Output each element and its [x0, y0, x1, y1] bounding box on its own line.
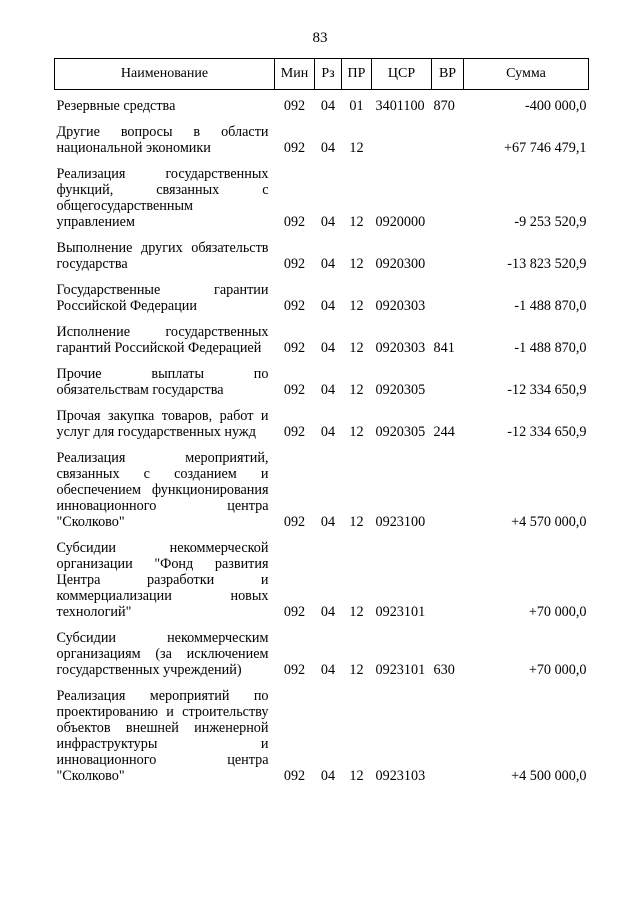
row-min: 092	[283, 662, 306, 678]
table-row	[55, 626, 589, 684]
row-min: 092	[283, 214, 306, 230]
header-min: Мин	[275, 59, 315, 90]
row-vr	[432, 162, 464, 236]
row-rz: 04	[320, 340, 336, 356]
table-row	[55, 278, 589, 320]
row-csr	[372, 120, 432, 162]
row-pr: 12	[349, 662, 364, 678]
table-row	[55, 120, 589, 162]
row-csr: 0920305	[375, 382, 426, 398]
row-csr: 0920303	[375, 340, 426, 356]
row-pr: 12	[349, 604, 364, 620]
row-sum: +70 000,0	[528, 662, 587, 678]
row-name: Исполнение государственных гарантий Российской Федерацией	[56, 324, 269, 356]
row-csr: 0923101	[375, 604, 426, 620]
row-pr: 12	[349, 382, 364, 398]
row-csr: 0920000	[375, 214, 426, 230]
row-rz: 04	[320, 98, 336, 114]
header-sum: Сумма	[464, 59, 589, 90]
row-name: Прочие выплаты по обязательствам государства	[56, 366, 269, 398]
row-rz: 04	[320, 424, 336, 440]
row-sum: +4 570 000,0	[511, 514, 587, 530]
row-min: 092	[283, 604, 306, 620]
page-number: 83	[312, 30, 328, 46]
row-name: Резервные средства	[56, 98, 176, 114]
row-vr: 630	[433, 662, 455, 678]
row-vr: 841	[433, 340, 455, 356]
row-rz: 04	[320, 382, 336, 398]
row-pr: 12	[349, 424, 364, 440]
budget-table	[54, 58, 589, 790]
table-row	[55, 362, 589, 404]
table-row	[55, 236, 589, 278]
row-pr: 12	[349, 768, 364, 784]
row-vr	[432, 446, 464, 536]
row-pr: 12	[349, 256, 364, 272]
row-pr: 12	[349, 140, 364, 156]
row-csr: 0923100	[375, 514, 426, 530]
row-rz: 04	[320, 298, 336, 314]
row-sum: -400 000,0	[525, 98, 587, 114]
table-row	[55, 90, 589, 121]
row-rz: 04	[320, 140, 336, 156]
table-row	[55, 162, 589, 236]
row-csr: 0923103	[375, 768, 426, 784]
row-sum: -12 334 650,9	[507, 424, 587, 440]
row-name: Реализация мероприятий по проектированию и строительству объектов внешней инженерной инфраструктуры и инновационного центра "Сколково"	[56, 688, 269, 784]
row-rz: 04	[320, 768, 336, 784]
row-sum: -1 488 870,0	[514, 298, 587, 314]
row-csr: 0923101	[375, 662, 426, 678]
row-sum: +67 746 479,1	[504, 140, 587, 156]
table-row	[55, 684, 589, 790]
row-sum: -1 488 870,0	[514, 340, 587, 356]
row-min: 092	[283, 340, 306, 356]
row-name: Субсидии некоммерческой организации "Фонд развития Центра разработки и коммерциализации новых технологий"	[56, 540, 269, 620]
row-vr: 870	[433, 98, 455, 114]
row-sum: -12 334 650,9	[507, 382, 587, 398]
row-name: Реализация государственных функций, связанных с общегосударственным управлением	[56, 166, 269, 230]
row-pr: 12	[349, 340, 364, 356]
row-min: 092	[283, 140, 306, 156]
row-vr: 244	[433, 424, 455, 440]
header-rz: Рз	[315, 59, 342, 90]
row-vr	[432, 362, 464, 404]
row-vr	[432, 236, 464, 278]
row-min: 092	[283, 514, 306, 530]
row-rz: 04	[320, 662, 336, 678]
table-row	[55, 404, 589, 446]
row-name: Реализация мероприятий, связанных с созданием и обеспечением функционирования инновационного центра "Сколково"	[56, 450, 269, 530]
table-row	[55, 536, 589, 626]
row-name: Прочая закупка товаров, работ и услуг для государственных нужд	[56, 408, 269, 440]
row-name: Государственные гарантии Российской Федерации	[56, 282, 269, 314]
table-row	[55, 320, 589, 362]
row-sum: -13 823 520,9	[507, 256, 587, 272]
row-vr	[432, 536, 464, 626]
row-min: 092	[283, 424, 306, 440]
row-min: 092	[283, 382, 306, 398]
table-header	[55, 59, 589, 90]
row-name: Субсидии некоммерческим организациям (за исключением государственных учреждений)	[56, 630, 269, 678]
row-csr: 0920303	[375, 298, 426, 314]
row-csr: 0920300	[375, 256, 426, 272]
row-vr	[432, 278, 464, 320]
header-name: Наименование	[55, 59, 275, 90]
header-vr: ВР	[432, 59, 464, 90]
row-sum: -9 253 520,9	[514, 214, 587, 230]
row-min: 092	[283, 298, 306, 314]
row-pr: 12	[349, 514, 364, 530]
row-sum: +70 000,0	[528, 604, 587, 620]
row-rz: 04	[320, 604, 336, 620]
row-pr: 01	[349, 98, 364, 114]
row-min: 092	[283, 256, 306, 272]
row-sum: +4 500 000,0	[511, 768, 587, 784]
row-csr: 3401100	[375, 98, 425, 114]
row-vr	[432, 120, 464, 162]
row-name: Выполнение других обязательств государства	[56, 240, 269, 272]
row-pr: 12	[349, 214, 364, 230]
row-min: 092	[283, 768, 306, 784]
row-rz: 04	[320, 256, 336, 272]
table-row	[55, 446, 589, 536]
table-body	[55, 90, 589, 791]
row-vr	[432, 684, 464, 790]
row-rz: 04	[320, 514, 336, 530]
row-rz: 04	[320, 214, 336, 230]
row-csr: 0920305	[375, 424, 426, 440]
header-pr: ПР	[342, 59, 372, 90]
row-pr: 12	[349, 298, 364, 314]
row-name: Другие вопросы в области национальной экономики	[56, 124, 269, 156]
row-min: 092	[283, 98, 306, 114]
header-csr: ЦСР	[372, 59, 432, 90]
